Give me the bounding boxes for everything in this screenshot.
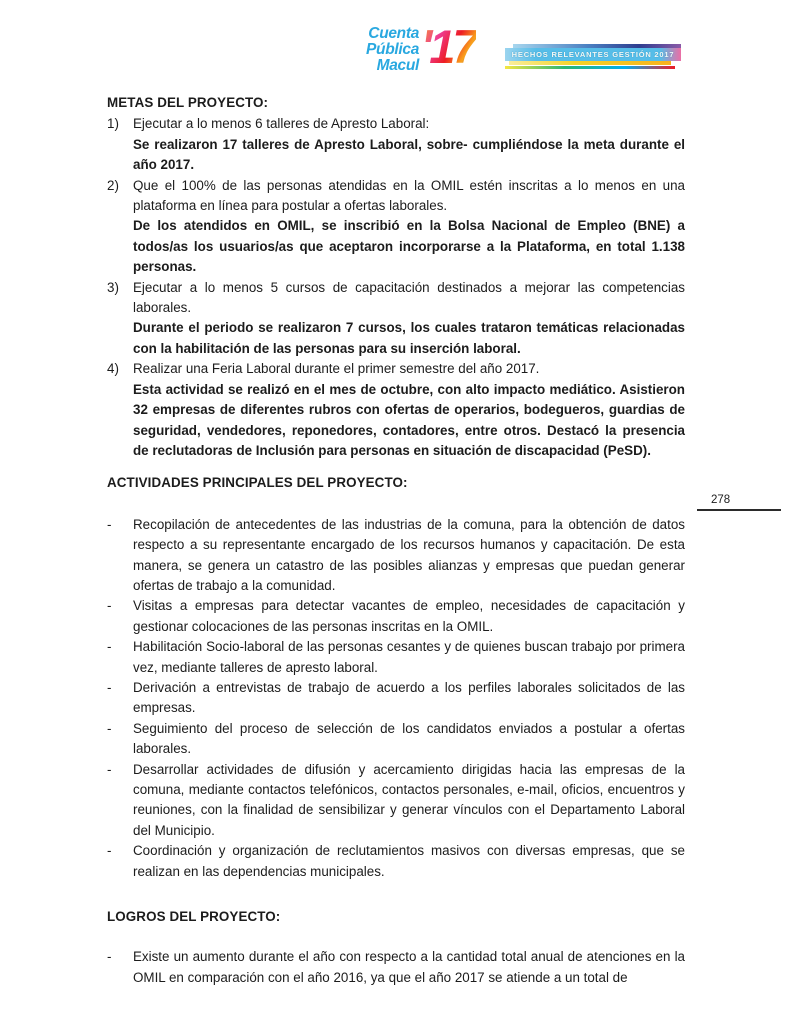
logo-wordmark-line2: Pública [366, 41, 420, 58]
list-item [107, 947, 685, 988]
item-dash: - [107, 720, 112, 736]
list-item [107, 515, 685, 597]
banner-stripe-bottom [505, 66, 675, 69]
page-number-block [697, 494, 781, 511]
item-text: Derivación a entrevistas de trabajo de acuerdo a los perfiles laborales solicitados de las empresas. [133, 679, 685, 716]
item-text: Ejecutar a lo menos 6 talleres de Apresto Laboral: [133, 116, 430, 132]
item-dash: - [107, 843, 112, 859]
item-text: Recopilación de antecedentes de las industrias de la comuna, para la obtención de datos respecto a su representante encargado de los recursos humanos y capacitación. De esta manera, se genera un catastro de las posibles alianzas y empresas que puedan generar ofertas de trabajo a la comunidad. [133, 516, 685, 593]
item-dash: - [107, 761, 112, 777]
banner-band [505, 48, 681, 61]
item-result-text: De los atendidos en OMIL, se inscribió en la Bolsa Nacional de Empleo (BNE) a todos/as los usuarios/as que aceptaron incorporarse a la Plataforma, en total 1.138 personas. [133, 218, 685, 275]
banner-stripe-yellow [509, 61, 671, 65]
page-header [0, 0, 791, 92]
page-number: 278 [711, 494, 731, 506]
list-item [107, 637, 685, 678]
header-banner [505, 44, 681, 69]
item-number: 3) [107, 279, 119, 295]
item-result-text: Se realizaron 17 talleres de Apresto Laboral, sobre- cumpliéndose la meta durante el año 2017. [133, 136, 685, 173]
item-text: Ejecutar a lo menos 5 cursos de capacitación destinados a mejorar las competencias laborales. [133, 279, 685, 316]
item-text: Existe un aumento durante el año con respecto a la cantidad total anual de atenciones en la OMIL en comparación con el año 2016, ya que el año 2017 se atiende a un total de [133, 949, 685, 985]
list-item [107, 596, 685, 637]
section-heading-actividades: ACTIVIDADES PRINCIPALES DEL PROYECTO: [107, 475, 408, 491]
item-text: Realizar una Feria Laboral durante el primer semestre del año 2017. [133, 361, 540, 377]
list-item [107, 176, 685, 278]
metas-list [107, 114, 685, 461]
item-text: Desarrollar actividades de difusión y acercamiento dirigidas hacia las empresas de la comuna, mediante contactos telefónicos, contactos personales, e-mail, oficios, encuentros y reuniones, con la finalidad de sensibilizar y generar vínculos con el Departamento Laboral del Municipio. [133, 761, 685, 838]
logo-wordmark-line3: Macul [376, 57, 420, 74]
list-item [107, 359, 685, 461]
item-dash: - [107, 598, 112, 614]
logros-list [107, 947, 685, 988]
item-dash: - [107, 516, 112, 532]
item-number: 1) [107, 116, 119, 132]
list-item [107, 278, 685, 360]
item-dash: - [107, 679, 112, 695]
item-text: Habilitación Socio-laboral de las personas cesantes y de quienes buscan trabajo por primera vez, mediante talleres de apresto laboral. [133, 639, 685, 675]
banner-text: HECHOS RELEVANTES GESTIÓN 2017 [511, 50, 675, 59]
item-text: Visitas a empresas para detectar vacantes de empleo, necesidades de capacitación y gestionar colocaciones de las personas inscritas en la OMIL. [133, 598, 685, 634]
logo-wordmark [366, 22, 419, 74]
list-item [107, 678, 685, 719]
document-content [107, 93, 685, 988]
item-result-text: Esta actividad se realizó en el mes de octubre, con alto impacto mediático. Asistieron 32 empresas de diferentes rubros con ofertas de operarios, bodegueros, guardias de seguridad, vendedores, reponedores, contadores, entre otros. Destacó la presencia de reclutadoras de Inclusión para personas en situación de discapacidad (PeSD). [133, 381, 685, 458]
item-text: Que el 100% de las personas atendidas en la OMIL estén inscritas a lo menos en una plataforma en línea para postular a ofertas laborales. [133, 177, 685, 214]
item-number: 2) [107, 177, 119, 193]
section-heading-logros: LOGROS DEL PROYECTO: [107, 909, 281, 925]
section-heading-metas: METAS DEL PROYECTO: [107, 95, 269, 110]
list-item [107, 760, 685, 842]
item-result-text: Durante el periodo se realizaron 7 cursos, los cuales trataron temáticas relacionadas con la habilitación de las personas para su inserción laboral. [133, 320, 685, 356]
list-item [107, 841, 685, 882]
item-dash: - [107, 639, 112, 655]
logo-year-17: '17 [421, 20, 476, 73]
list-item [107, 114, 685, 175]
logo-wordmark-line1: Cuenta [368, 25, 420, 42]
item-text: Seguimiento del proceso de selección de los candidatos enviados a postular a ofertas laborales. [133, 720, 685, 757]
item-text: Coordinación y organización de reclutamientos masivos con diversas empresas, que se realizan en las dependencias municipales. [133, 843, 685, 879]
cuenta-publica-logo [366, 22, 476, 74]
list-item [107, 719, 685, 760]
item-dash: - [107, 949, 112, 965]
actividades-list [107, 515, 685, 882]
item-number: 4) [107, 361, 119, 377]
